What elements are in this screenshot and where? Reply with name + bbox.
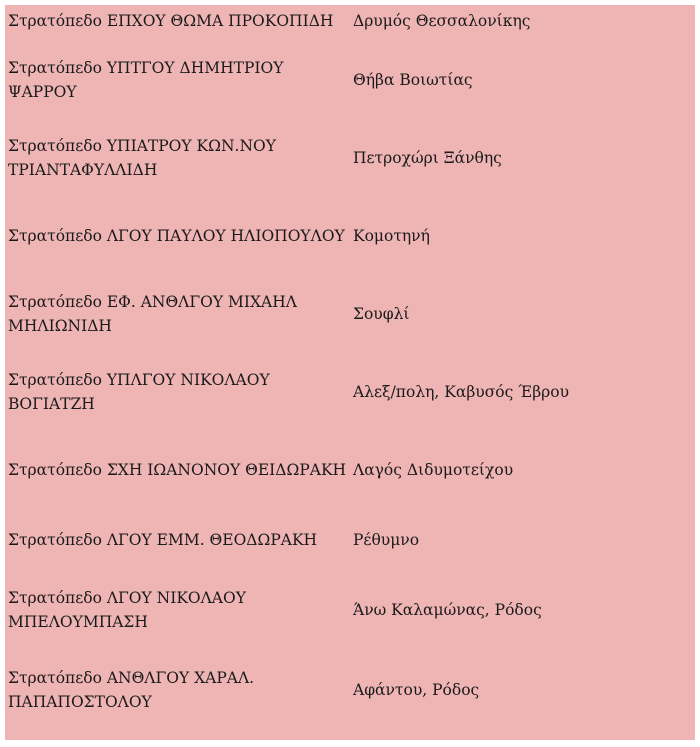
camp-location: Σουφλί: [353, 305, 410, 323]
camp-name: Στρατόπεδο ΕΦ. ΑΝΘΛΓΟΥ ΜΙΧΑΗΛ ΜΗΛΙΩΝΙΔΗ: [8, 293, 297, 335]
camp-name-cell: [5, 509, 350, 571]
camp-name: Στρατόπεδο ΣΧΗ ΙΩΑΝΟΝΟΥ ΘΕΙΔΩΡΑΚΗ: [8, 461, 347, 479]
camp-name: Στρατόπεδο ΥΠΤΓΟΥ ΔΗΜΗΤΡΙΟΥ ΨΑΡΡΟΥ: [8, 59, 284, 101]
location-cell: [350, 353, 695, 431]
table-row: [5, 197, 695, 275]
location-cell: [350, 41, 695, 119]
camp-name-cell: [5, 431, 350, 509]
location-cell: [350, 5, 695, 41]
camps-table: [5, 5, 695, 740]
camp-location: Ρέθυμνο: [353, 531, 420, 549]
camp-location: Αλεξ/πολη, Καβυσός Έβρου: [353, 383, 570, 401]
table-row: [5, 571, 695, 649]
location-cell: [350, 649, 695, 731]
camp-name-cell: [5, 649, 350, 731]
location-cell: [350, 197, 695, 275]
camp-name-cell: [5, 571, 350, 649]
camp-location: Άνω Καλαμώνας, Ρόδος: [353, 601, 542, 619]
camp-location: Λαγός Διδυμοτείχου: [353, 461, 514, 479]
camp-name: Στρατόπεδο ΥΠΛΓΟΥ ΝΙΚΟΛΑΟΥ ΒΟΓΙΑΤΖΗ: [8, 371, 270, 413]
camp-name: Στρατόπεδο ΛΓΟΥ ΠΑΥΛΟΥ ΗΛΙΟΠΟΥΛΟΥ: [8, 227, 345, 245]
location-cell: [350, 119, 695, 197]
camp-name: Στρατόπεδο ΛΓΟΥ ΝΙΚΟΛΑΟΥ ΜΠΕΛΟΥΜΠΑΣΗ: [8, 589, 246, 631]
camp-location: Αφάντου, Ρόδος: [353, 681, 480, 699]
table-row: [5, 353, 695, 431]
table-row: [5, 41, 695, 119]
location-cell: [350, 431, 695, 509]
camp-location: Δρυμός Θεσσαλονίκης: [353, 12, 531, 30]
table-row: [5, 5, 695, 41]
camp-name: Στρατόπεδο ΕΠΧΟΥ ΘΩΜΑ ΠΡΟΚΟΠΙΔΗ: [8, 12, 334, 30]
camp-name: Στρατόπεδο ΑΝΘΛΓΟΥ ΧΑΡΑΛ. ΠΑΠΑΠΟΣΤΟΛΟΥ: [8, 669, 255, 711]
table-row: [5, 431, 695, 509]
location-cell: [350, 571, 695, 649]
camp-name-cell: [5, 5, 350, 41]
camp-location: Πετροχώρι Ξάνθης: [353, 149, 502, 167]
location-cell: [350, 509, 695, 571]
camp-name-cell: [5, 275, 350, 353]
camp-location: Κομοτηνή: [353, 227, 430, 245]
camp-name-cell: [5, 197, 350, 275]
camp-name: Στρατόπεδο ΛΓΟΥ ΕΜΜ. ΘΕΟΔΩΡΑΚΗ: [8, 531, 318, 549]
table-row: [5, 119, 695, 197]
camp-name: Στρατόπεδο ΥΠΙΑΤΡΟΥ ΚΩΝ.ΝΟΥ ΤΡΙΑΝΤΑΦΥΛΛΙΔΗ: [8, 137, 276, 179]
table-row: [5, 275, 695, 353]
table-row: [5, 649, 695, 731]
camp-name-cell: [5, 119, 350, 197]
location-cell: [350, 275, 695, 353]
camp-name-cell: [5, 41, 350, 119]
table-row: [5, 509, 695, 571]
camp-location: Θήβα Βοιωτίας: [353, 71, 473, 89]
camps-grid: [5, 5, 695, 731]
camp-name-cell: [5, 353, 350, 431]
